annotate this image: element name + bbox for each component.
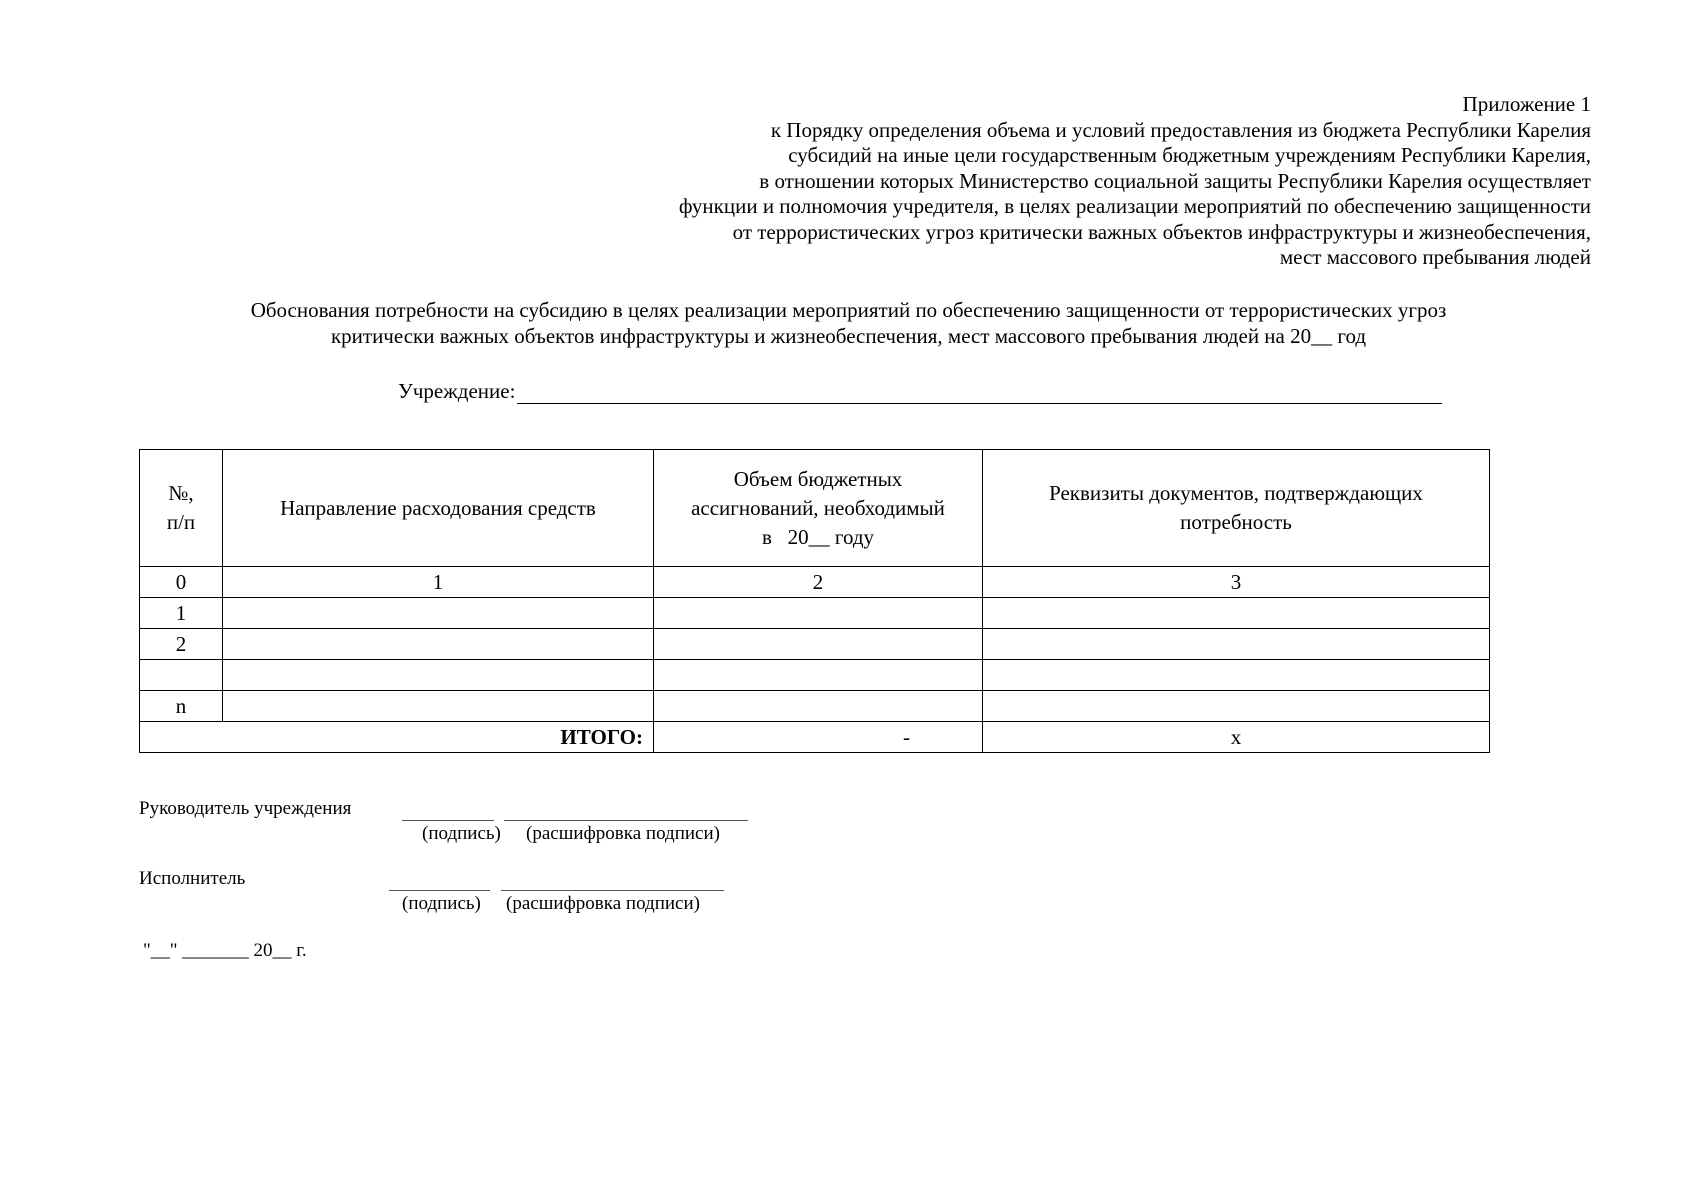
needs-table [139,449,1490,753]
institution-label: Учреждение: [398,379,516,403]
head-decode-line [504,820,748,821]
head-signature-label: Руководитель учреждения [139,798,352,819]
executor-sign-caption: (подпись) [402,893,481,914]
table-cell: 2 [140,629,223,660]
head-decode-caption: (расшифровка подписи) [526,823,720,844]
header-documents-line: потребность [1180,510,1292,534]
appendix-header-line: в отношении которых Министерство социальной защиты Республики Карелия осуществляет [759,168,1591,193]
table-cell [223,598,654,629]
table-header-row [140,450,1490,567]
table-cell [983,660,1490,691]
table-cell [983,691,1490,722]
header-volume-line: ассигнований, необходимый [691,495,945,520]
table-cell [983,598,1490,629]
total-volume: - [654,722,983,753]
table-cell [654,691,983,722]
head-sign-line [402,820,494,821]
header-volume [654,450,983,567]
header-documents-line: Реквизиты документов, подтверждающих [1049,481,1423,505]
table-cell [654,598,983,629]
table-cell [983,629,1490,660]
header-documents [983,450,1490,567]
table-cell: 2 [654,567,983,598]
appendix-header-line: Приложение 1 [1462,92,1591,116]
executor-decode-line [501,890,724,891]
appendix-header-line: функции и полномочия учредителя, в целях реализации мероприятий по обеспечению защищенности [678,194,1591,218]
table-cell: 1 [223,567,654,598]
executor-sign-line [389,890,490,891]
document-title-line: критически важных объектов инфраструктуры и жизнеобеспечения, мест массового пребывания людей на 20__ год [330,323,1367,348]
index-row [140,567,1490,598]
head-sign-caption: (подпись) [422,823,501,844]
total-row [140,722,1490,753]
table-cell [654,660,983,691]
appendix-header [491,92,1591,271]
table-cell: 3 [983,567,1490,598]
executor-signature-label: Исполнитель [139,868,246,889]
total-label: ИТОГО: [140,722,654,753]
header-num-line: №, [168,481,194,505]
table-row [140,691,1490,722]
table-cell [223,691,654,722]
header-num [140,450,223,567]
table-cell: 0 [140,567,223,598]
header-volume-line: Объем бюджетных [733,466,903,491]
appendix-header-line: мест массового пребывания людей [1279,245,1591,269]
table-cell [140,660,223,691]
table-row [140,660,1490,691]
table-cell: n [140,691,223,722]
appendix-header-line: к Порядку определения объема и условий предоставления из бюджета Республики Карелия [770,117,1591,142]
institution-blank-line [517,381,1442,404]
table-cell [223,629,654,660]
header-volume-line: в 20__ году [761,524,875,549]
header-direction: Направление расходования средств [223,450,654,567]
date-line: "__" _______ 20__ г. [143,940,307,961]
table-cell: 1 [140,598,223,629]
executor-decode-caption: (расшифровка подписи) [506,893,700,914]
table-row [140,598,1490,629]
appendix-header-line: от террористических угроз критически важных объектов инфраструктуры и жизнеобеспечения, [732,219,1591,244]
total-documents: x [983,722,1490,753]
document-title-line: Обоснования потребности на субсидию в целях реализации мероприятий по обеспечению защищенности от террористических угроз [250,298,1447,322]
appendix-header-line: субсидий на иные цели государственным бюджетным учреждениям Республики Карелия, [788,143,1591,167]
table-cell [223,660,654,691]
document-title [0,298,1697,349]
table-row [140,629,1490,660]
institution-row [398,379,1442,404]
table-cell [654,629,983,660]
header-num-line: п/п [166,510,196,534]
